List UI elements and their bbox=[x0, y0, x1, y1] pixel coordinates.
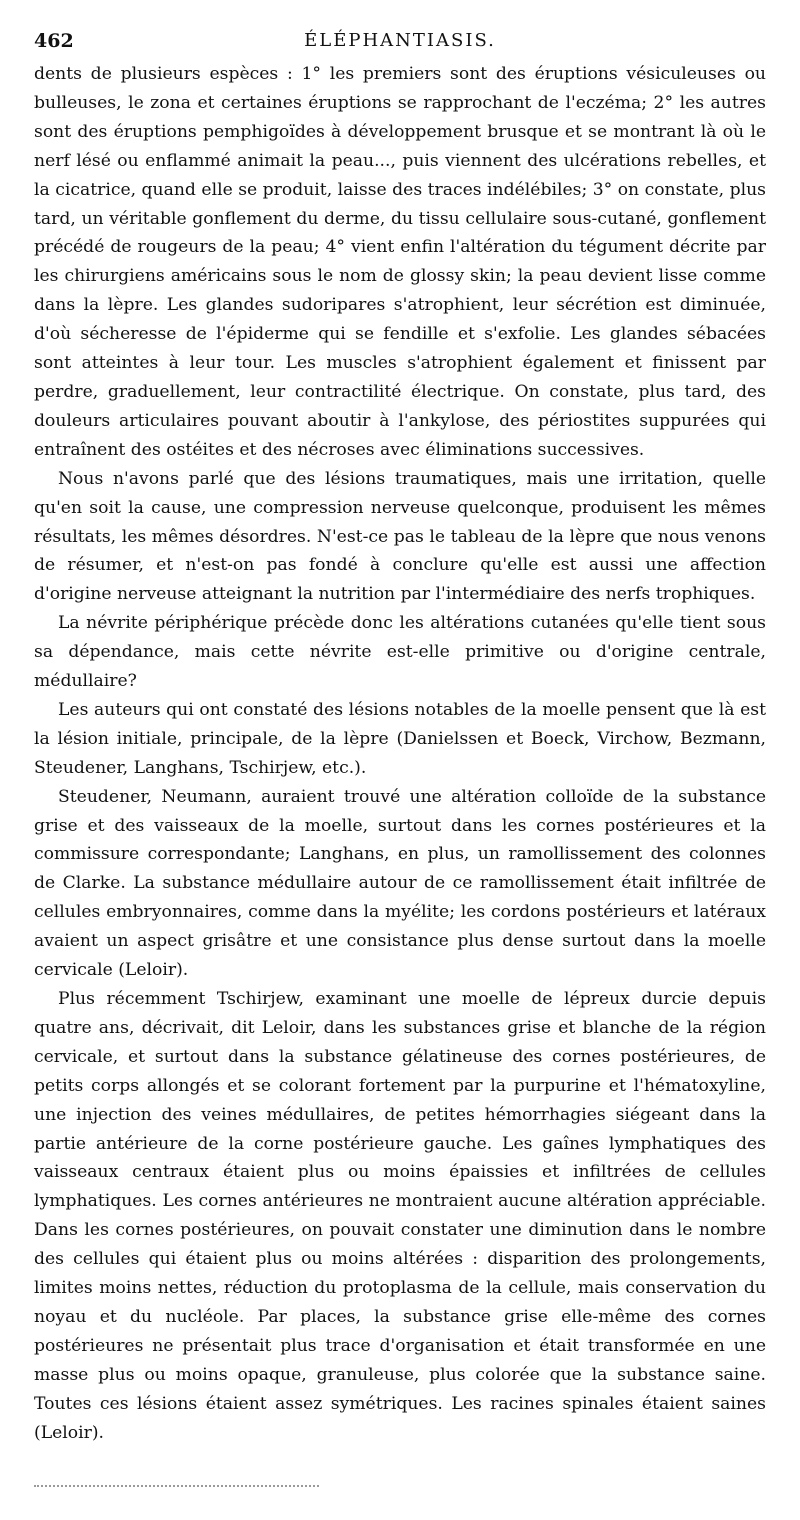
body-text bbox=[34, 60, 766, 1448]
page-number: 462 bbox=[34, 30, 74, 52]
running-head bbox=[34, 26, 766, 60]
paragraph: Plus récemment Tschirjew, examinant une moelle de lépreux durcie depuis quatre ans, décrivait, dit Leloir, dans les substances grise et blanche de la région cervicale, et surtout dans la substance gélatineuse des cornes postérieures, de petits corps allongés et se colorant fortement par la purpurine et l'hématoxyline, une injection des veines médullaires, de petites hémorrhagies siégeant dans la partie antérieure de la corne postérieure gauche. Les gaînes lymphatiques des vaisseaux centraux étaient plus ou moins épaissies et infiltrées de cellules lymphatiques. Les cornes antérieures ne montraient aucune altération appréciable. Dans les cornes postérieures, on pouvait constater une diminution dans le nombre des cellules qui étaient plus ou moins altérées : disparition des prolongements, limites moins nettes, réduction du protoplasma de la cellule, mais conservation du noyau et du nucléole. Par places, la substance grise elle-même des cornes postérieures ne présentait plus trace d'organisation et était transformée en une masse plus ou moins opaque, granuleuse, plus colorée que la substance saine. Toutes ces lésions étaient assez symétriques. Les racines spinales étaient saines (Leloir). bbox=[34, 989, 766, 1443]
paragraph: Les auteurs qui ont constaté des lésions notables de la moelle pensent que là est la lésion initiale, principale, de la lèpre (Danielssen et Boeck, Virchow, Bezmann, Steudener, Langhans, Tschirjew, etc.). bbox=[34, 699, 766, 778]
book-page bbox=[34, 26, 766, 1448]
paragraph: Nous n'avons parlé que des lésions traumatiques, mais une irritation, quelle qu'en soit la cause, une compression nerveuse quelconque, produisent les mêmes résultats, les mêmes désordres. N'est-ce pas le tableau de la lèpre que nous venons de résumer, et n'est-on pas fondé à conclure qu'elle est aussi une affection d'origine nerveuse atteignant la nutrition par l'intermédiaire des nerfs trophiques. bbox=[34, 468, 766, 605]
running-title: ÉLÉPHANTIASIS. bbox=[304, 30, 496, 51]
paragraph: dents de plusieurs espèces : 1° les premiers sont des éruptions vésiculeuses ou bulleuses, le zona et certaines éruptions se rapprochant de l'eczéma; 2° les autres sont des éruptions pemphigoïdes à développement brusque et se montrant là où le nerf lésé ou enflammé animait la peau..., puis viennent des ulcérations rebelles, et la cicatrice, quand elle se produit, laisse des traces indélébiles; 3° on constate, plus tard, un véritable gonflement du derme, du tissu cellulaire sous-cutané, gonflement précédé de rougeurs de la peau; 4° vient enfin l'altération du tégument décrite par les chirurgiens américains sous le nom de glossy skin; la peau devient lisse comme dans la lèpre. Les glandes sudoripares s'atrophient, leur sécrétion est diminuée, d'où sécheresse de l'épiderme qui se fendille et s'exfolie. Les glandes sébacées sont atteintes à leur tour. Les muscles s'atrophient également et finissent par perdre, graduellement, leur contractilité électrique. On constate, plus tard, des douleurs articulaires pouvant aboutir à l'ankylose, des périostites suppurées qui entraînent des ostéites et des nécroses avec éliminations successives. bbox=[34, 64, 766, 460]
footer-dotted-rule bbox=[34, 1485, 319, 1487]
paragraph: Steudener, Neumann, auraient trouvé une altération colloïde de la substance grise et des vaisseaux de la moelle, surtout dans les cornes postérieures et la commissure correspondante; Langhans, en plus, un ramollissement des colonnes de Clarke. La substance médullaire autour de ce ramollissement était infiltrée de cellules embryonnaires, comme dans la myélite; les cordons postérieurs et latéraux avaient un aspect grisâtre et une consistance plus dense surtout dans la moelle cervicale (Leloir). bbox=[34, 786, 766, 981]
paragraph: La névrite périphérique précède donc les altérations cutanées qu'elle tient sous sa dépendance, mais cette névrite est-elle primitive ou d'origine centrale, médullaire? bbox=[34, 613, 766, 692]
